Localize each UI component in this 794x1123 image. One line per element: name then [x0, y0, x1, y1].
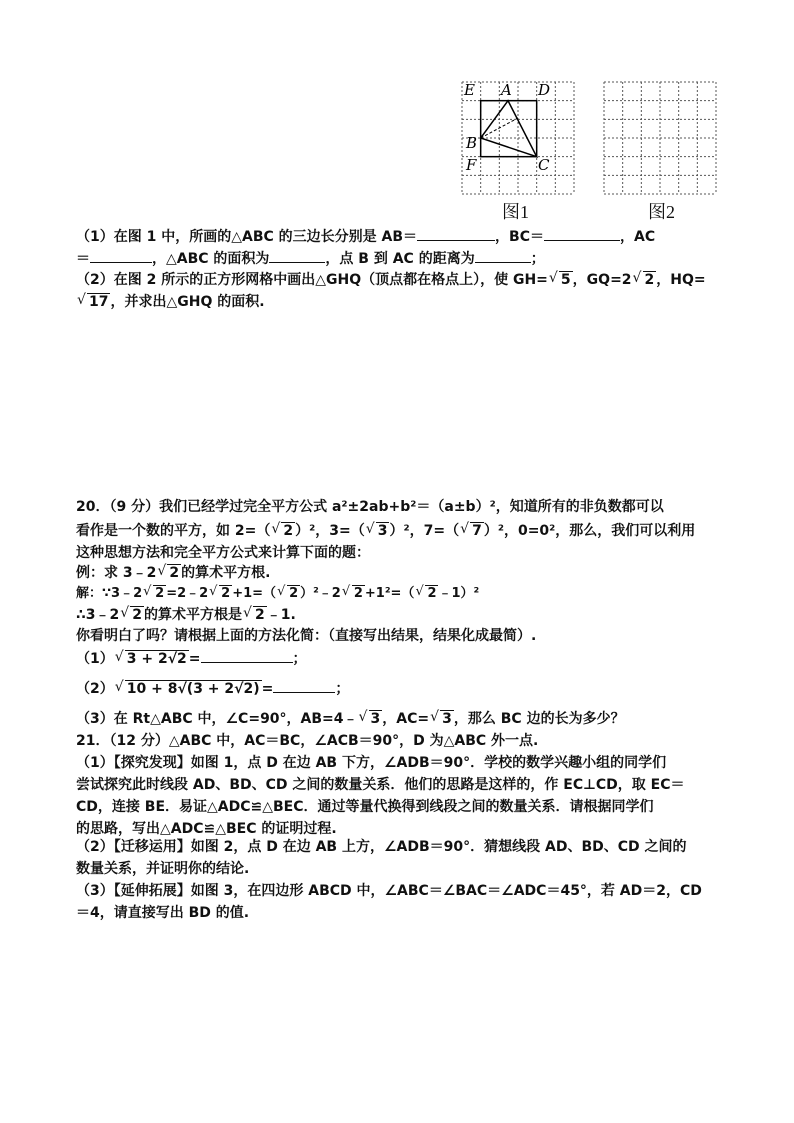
answer-blank-q20-2[interactable] [273, 678, 335, 693]
q20-line2: 看作是一个数的平方，如 2=（√ 2 ）²，3=（√ 3 ）²，7=（√ 7 ）²，0=0²，那么，我们可以利用 [76, 521, 695, 541]
figure-2-grid [600, 78, 720, 198]
label-c: C [538, 156, 550, 174]
q20-example: 例：求 3﹣2√ 2 的算术平方根. [76, 563, 270, 583]
q21-line4: 的思路，写出△ADC≌△BEC 的证明过程. [76, 821, 337, 837]
q20-therefore: ∴3﹣2√ 2 的算术平方根是√ 2 ﹣1. [76, 605, 296, 625]
label-a: A [501, 81, 512, 99]
q21-line5: （2）【迁移运用】如图 2，点 D 在边 AB 上方，∠ADB＝90°．猜想线段 AD、BD、CD 之间的 [76, 839, 687, 855]
figure-1-grid [458, 78, 578, 198]
q21-line6: 数量关系，并证明你的结论. [76, 861, 250, 877]
answer-blank-ab[interactable] [417, 226, 495, 241]
q20-part1: （1）√ 3 + 2√2 = ； [76, 648, 307, 669]
triangle-abc [481, 101, 537, 157]
label-d: D [538, 81, 551, 99]
answer-blank-distance[interactable] [475, 248, 531, 263]
q20-solution: 解：∵3﹣2√ 2 =2﹣2√ 2 +1=（√ 2 ）²﹣2√ 2 +1²=（√ 2 ﹣1）² [76, 584, 479, 604]
q20-header: 20．（9 分）我们已经学过完全平方公式 a²±2ab+b²＝（a±b）²，知道所有的非负数都可以 [76, 499, 664, 515]
q21-line1: （1）【探究发现】如图 1，点 D 在边 AB 下方，∠ADB＝90°．学校的数学兴趣小组的同学们 [76, 755, 667, 771]
figure-1-caption: 图1 [502, 202, 529, 222]
answer-blank-area[interactable] [269, 248, 325, 263]
q19-part2-line1: （2）在图 2 所示的正方形网格中画出△GHQ（顶点都在格点上），使 GH=√ 5 ，GQ=2√ 2 ，HQ= [76, 270, 706, 290]
q19-part2-line2: √ 17 ，并求出△GHQ 的面积. [76, 292, 265, 312]
q20-ask: 你看明白了吗？请根据上面的方法化简：（直接写出结果，结果化成最简）. [76, 628, 537, 644]
answer-blank-q20-1[interactable] [201, 648, 293, 663]
q20-part3: （3）在 Rt△ABC 中，∠C=90°，AB=4﹣√ 3 ，AC=√ 3 ，那么 BC 边的长为多少？ [76, 709, 625, 729]
answer-blank-ac[interactable] [90, 248, 152, 263]
q20-line3: 这种思想方法和完全平方公式来计算下面的题： [76, 545, 370, 561]
figure-2-caption: 图2 [648, 202, 675, 222]
square-edfc [481, 101, 537, 157]
answer-blank-bc[interactable] [544, 226, 620, 241]
q21-line8: ＝4，请直接写出 BD 的值. [76, 905, 250, 921]
label-b: B [466, 134, 478, 152]
q19-part1-line1: （1）在图 1 中，所画的△ABC 的三边长分别是 AB＝ ，BC＝ ，AC [76, 226, 655, 247]
q21-line3: CD，连接 BE．易证△ADC≌△BEC．通过等量代换得到线段之间的数量关系．请根据同学们 [76, 799, 654, 815]
q21-line7: （3）【延伸拓展】如图 3，在四边形 ABCD 中，∠ABC＝∠BAC＝∠ADC＝45°，若 AD＝2，CD [76, 883, 702, 899]
q19-part1-line2: ＝ ，△ABC 的面积为 ，点 B 到 AC 的距离为 ； [76, 248, 545, 269]
label-e: E [464, 81, 475, 99]
label-f: F [466, 156, 477, 174]
q21-header: 21．（12 分）△ABC 中，AC＝BC，∠ACB＝90°，D 为△ABC 外一点. [76, 733, 539, 749]
q21-line2: 尝试探究此时线段 AD、BD、CD 之间的数量关系．他们的思路是这样的，作 EC⊥CD，取 EC＝ [76, 777, 685, 793]
q20-part2: （2）√ 10 + 8√(3 + 2√2) = ； [76, 678, 349, 699]
